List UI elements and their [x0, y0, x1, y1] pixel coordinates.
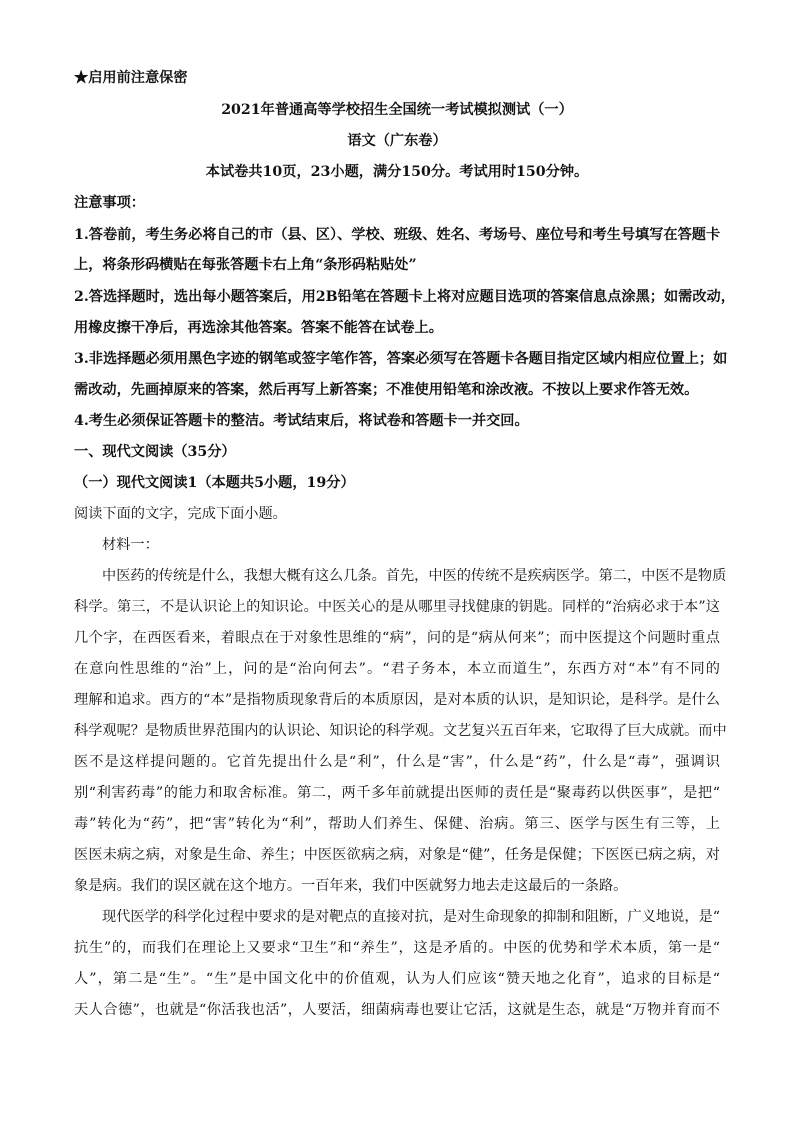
confidential-mark: ★启用前注意保密 — [74, 70, 188, 86]
passage-line: 医医未病之病，对象是生命、养生；中医医欲病之病，对象是“健”，任务是保健；下医医已病之病，对 — [74, 847, 720, 863]
note-line: 1.答卷前，考生务必将自己的市（县、区）、学校、班级、姓名、考场号、座位号和考生号填写在答题卡 — [74, 227, 721, 243]
note-line: 3.非选择题必须用黑色字迹的钢笔或签字笔作答，答案必须写在答题卡各题目指定区域内相应位置上；如 — [74, 351, 728, 367]
note-line: 2.答选择题时，选出每小题答案后，用2B铅笔在答题卡上将对应题目选项的答案信息点涂黑；如需改动， — [74, 289, 735, 305]
note-line: 上，将条形码横贴在每张答题卡右上角“条形码粘贴处” — [74, 257, 417, 273]
passage-line: 在意向性思维的“治”上，问的是“治向何去”。“君子务本，本立而道生”，东西方对“本”有不同的 — [74, 661, 720, 677]
passage-line: 象是病。我们的误区就在这个地方。一百年来，我们中医就努力地去走这最后的一条路。 — [74, 878, 628, 894]
exam-title: 2021年普通高等学校招生全国统一考试模拟测试（一） — [221, 102, 573, 118]
note-line: 4.考生必须保证答题卡的整洁。考试结束后，将试卷和答题卡一并交回。 — [74, 413, 529, 429]
passage-line: 中医药的传统是什么，我想大概有这么几条。首先，中医的传统不是疾病医学。第二，中医不是物质 — [102, 568, 727, 584]
exam-summary: 本试卷共10页，23小题，满分150分。考试用时150分钟。 — [205, 164, 589, 180]
passage-line: 抗生”的，而我们在理论上又要求“卫生”和“养生”，这是矛盾的。中医的优势和学术本质，第一是“ — [74, 940, 720, 956]
passage-line: 毒”转化为“药”，把“害”转化为“利”，帮助人们养生、保健、治病。第三、医学与医生有三等，上 — [74, 816, 720, 832]
passage-line: 医不是这样提问题的。它首先提出什么是“利”，什么是“害”，什么是“药”，什么是“毒”，强调识 — [74, 754, 720, 770]
passage-line: 科学。第三，不是认识论上的知识论。中医关心的是从哪里寻找健康的钥匙。同样的“治病必求于本”这 — [74, 599, 720, 615]
subject-title: 语文（广东卷） — [347, 133, 447, 149]
passage-line: 科学观呢？是物质世界范围内的认识论、知识论的科学观。文艺复兴五百年来，它取得了巨大成就。而中 — [74, 723, 727, 739]
passage-line: 人”，第二是“生”。“生”是中国文化中的价值观，认为人们应该“赞天地之化育”，追求的目标是“ — [74, 971, 720, 987]
passage-line: 天人合德”，也就是“你活我也活”，人要活，细菌病毒也要让它活，这就是生态，就是“万物并育而不 — [74, 1002, 720, 1018]
passage-line: 别“利害药毒”的能力和取舍标准。第二，两千多年前就提出医师的责任是“聚毒药以供医事”，是把“ — [74, 785, 720, 801]
passage-line: 理解和追求。西方的“本”是指物质现象背后的本质原因，是对本质的认识，是知识论，是科学。是什么 — [74, 692, 720, 708]
notes-heading: 注意事项： — [74, 195, 145, 211]
material-label: 材料一： — [102, 537, 159, 553]
passage-line: 几个字，在西医看来，着眼点在于对象性思维的“病”，问的是“病从何来”；而中医提这个问题时重点 — [74, 630, 720, 646]
section-instruction: 阅读下面的文字，完成下面小题。 — [74, 506, 287, 522]
note-line: 用橡皮擦干净后，再选涂其他答案。答案不能答在试卷上。 — [74, 320, 443, 336]
section-title: 一、现代文阅读（35分） — [74, 444, 236, 460]
section-subtitle: （一）现代文阅读1（本题共5小题，19分） — [74, 475, 355, 491]
passage-line: 现代医学的科学化过程中要求的是对靶点的直接对抗，是对生命现象的抑制和阻断，广义地说，是“ — [102, 909, 720, 925]
note-line: 需改动，先画掉原来的答案，然后再写上新答案；不准使用铅笔和涂改液。不按以上要求作答无效。 — [74, 382, 699, 398]
